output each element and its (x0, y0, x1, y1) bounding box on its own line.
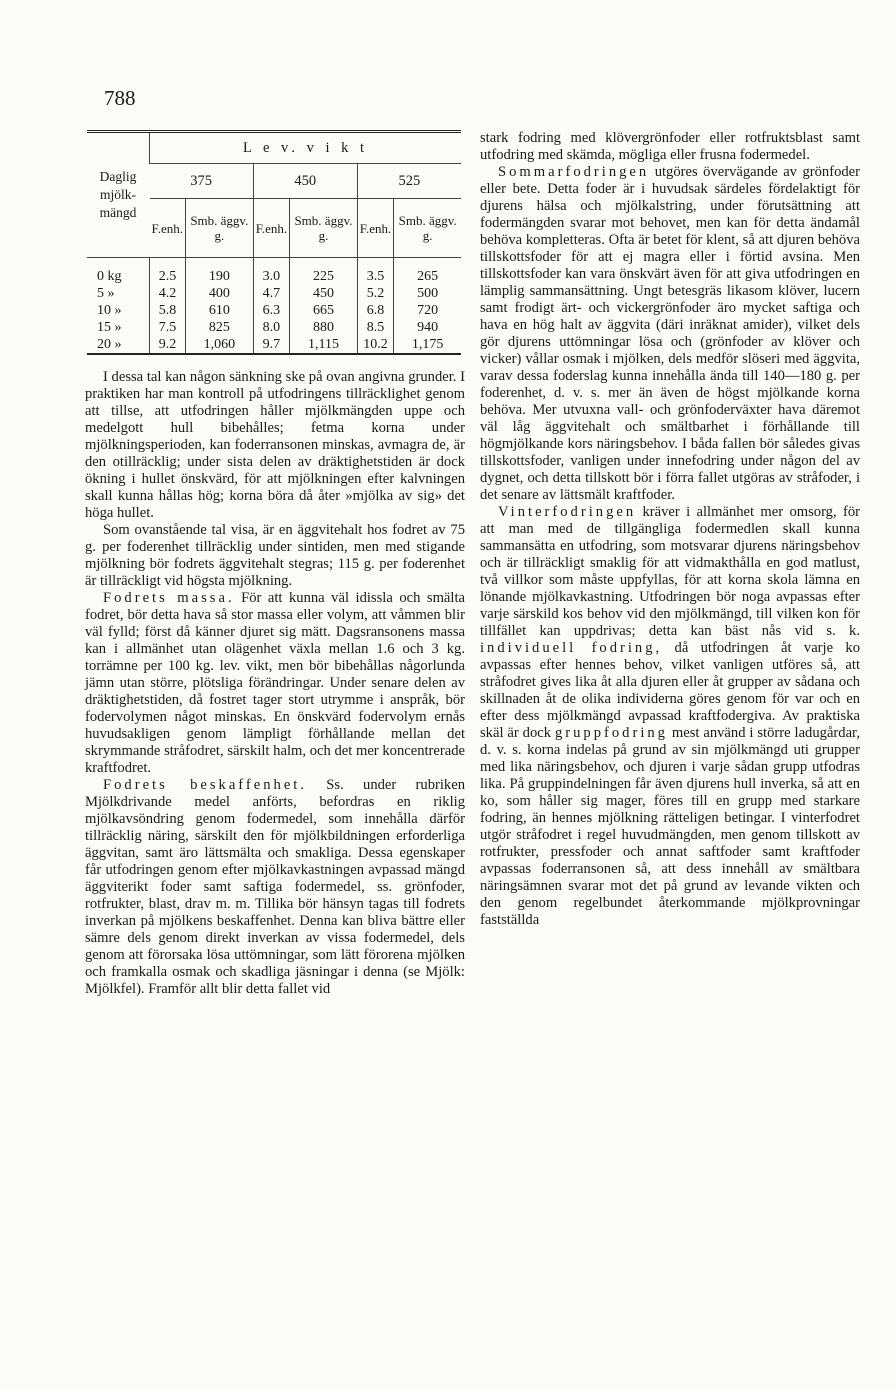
weight-header: 450 (253, 164, 357, 199)
table-row (87, 336, 461, 354)
table-cell: 7.5 (150, 319, 186, 336)
table-cell: 500 (394, 285, 461, 302)
right-column (480, 130, 860, 929)
table-cell: 8.5 (357, 319, 393, 336)
table-row (87, 268, 461, 285)
sub-header: Smb. äggv. g. (185, 199, 253, 258)
table-cell: 825 (185, 319, 253, 336)
row-header: Daglig mjölk- mängd (87, 132, 150, 258)
table-title: L e v. v i k t (150, 132, 462, 164)
table-row (87, 319, 461, 336)
paragraph: stark fodring med klövergrönfoder eller rotfruktsblast samt utfodring med skämda, mögliga eller frusna fodermedel. (480, 130, 860, 163)
table-cell: 450 (290, 285, 358, 302)
table-cell: 225 (290, 268, 358, 285)
table-row (87, 285, 461, 302)
paragraph (480, 164, 860, 504)
table-cell: 3.0 (253, 268, 289, 285)
sub-header: F.enh. (253, 199, 289, 258)
table-cell: 5.2 (357, 285, 393, 302)
table-cell: 665 (290, 302, 358, 319)
milk-cell: 15 » (97, 319, 122, 335)
weight-header: 375 (150, 164, 254, 199)
milk-cell: 0 kg (97, 268, 122, 284)
section-heading: Fodrets massa. (103, 590, 235, 606)
fodder-table (87, 130, 461, 355)
paragraph-text: utgöres övervägande av grönfoder eller bete. Detta foder är i huvudsak särdeles fördelaktigt för djurens hälsa och mjölkalstring, under förutsättning att fodermängden svarar mot behovet, men kan för detta ändamål behöva kompletteras. Ofta är betet för klent, så att djuren behöva tillskottsfoder för att ej magra eller i förtid avsina. Men tillskottsfoder kan vara önskvärt även för att giva utfodringen en lämplig sammansättning. Ungt betesgräs likasom klöver, lucern samt frodigt ärt- och vickergrönfoder äro mycket saftiga och hava en hög halt av äggvita (däri inräknat amider), vilket dels gör djurens uttömningar lösa och (grönfoder av klöver och vicker) vållar osmak i mjölken, dels medför slöseri med äggvita, varav dessa foderslag kunna innehålla ända till 140—180 g. per foderenhet, d. v. s. mer än även de högst mjölkande korna behöva. Mer utvuxna vall- och grönfoderväxter hava däremot väl låg äggvitehalt och smältbarhet i förhållande till högmjölkande kors näringsbehov. I båda fallen bör således givas tillskottsfoder, vanligen under innefodring under någon del av dygnet, och detta tillskott bör i förra fallet utgöras av stråfoder, i det senare av lättsmält kraftfoder. (480, 164, 860, 503)
table-cell: 1,115 (290, 336, 358, 354)
table-cell: 940 (394, 319, 461, 336)
paragraph-text: Ss. under rubriken Mjölkdrivande medel anförts, befordras en riklig mjölkavsöndring genom fodermedel, som innehålla därför tillräcklig näring, särskilt den för mjölkbildningen erforderliga äggvitan, samt äro lättsmälta och smakliga. Dessa egenskaper får utfodringen genom efter mjölkavkastningen avpassad mängd äggviterikt foder samt saftiga fodermedel, ss. grönfoder, rotfrukter, blast, drav m. m. Tillika bör hänsyn tagas till fodrets inverkan på mjölkens beskaffenhet. Denna kan bliva bättre eller sämre dels genom direkt inverkan av vissa fodermedel, dels genom att förorsaka lösa uttömningar, som lätt förorena mjölken och framkalla osmak och skadliga jäsningar i denna (se Mjölk: Mjölkfel). Framför allt blir detta fallet vid (85, 777, 465, 997)
table-cell: 1,175 (394, 336, 461, 354)
paragraph-text: kräver i allmänhet mer omsorg, för att man med de tillgängliga fodermedlen skall kunna sammansätta en utfodring, som motsvarar djurens näringsbehov och är tillräckligt smaklig för att vidmakthålla en god matlust, två villkor som måste uppfyllas, för att korna skola lämna en lönande mjölkavkastning. Utfodringen bör noga avpassas efter varje särskild kos behov vid den mjölkmängd, till vilken kon för tillfället kan uppdrivas; detta kan bäst nås vid s. k. (480, 504, 860, 639)
paragraph (85, 777, 465, 998)
table-cell: 3.5 (357, 268, 393, 285)
table-cell: 190 (185, 268, 253, 285)
table-cell: 1,060 (185, 336, 253, 354)
table-cell: 10.2 (357, 336, 393, 354)
sub-header: F.enh. (357, 199, 393, 258)
left-column (85, 130, 465, 998)
table-cell: 5.8 (150, 302, 186, 319)
table-cell: 4.7 (253, 285, 289, 302)
weight-header: 525 (357, 164, 461, 199)
sub-header: Smb. äggv. g. (394, 199, 461, 258)
table-cell: 720 (394, 302, 461, 319)
section-heading: Vinterfodringen (498, 504, 637, 520)
paragraph-text: För att kunna väl idissla och smälta fodret, bör detta hava så stor massa eller volym, att våmmen blir väl fylld; först då känner djuret sig mätt. Dagsransonens massa kan i allmänhet utan olägenhet växla mellan 1.6 och 3 kg. torrämne per 100 kg. lev. vikt, men bör bibehållas någorlunda jämn utan större, plötsliga förändringar. Under senare delen av dräktighetstiden, då fostret tager stort utrymme i anspråk, bör fodervolymen något minskas. En önskvärd fodervolym ernås huvudsakligen genom lämpligt förhållande mellan det skrymmande stråfodret, särskilt halm, och det mer koncentrerade kraftfodret. (85, 590, 465, 776)
milk-cell: 5 » (97, 285, 115, 301)
paragraph (480, 504, 860, 929)
page-number: 788 (104, 86, 136, 110)
table-cell: 6.3 (253, 302, 289, 319)
paragraph: I dessa tal kan någon sänkning ske på ovan angivna grunder. I praktiken har man kontroll på utfodringens tillräcklighet genom att tillse, att utfodringen håller mjölkmängden uppe och medelgott hull bibehålles; fetma korna under mjölkningsperioden, kan foderransonen minskas, avmagra de, är den otillräcklig; under sista delen av dräktighetstiden är dock ökning i hullet önskvärd, för att mjölkningen efter kalvningen skall kunna hållas hög; korna böra då åter »mjölka av sig» det höga hullet. (85, 369, 465, 521)
table-cell: 9.7 (253, 336, 289, 354)
paragraph: Som ovanstående tal visa, är en äggvitehalt hos fodret av 75 g. per foderenhet tillräcklig under sintiden, men med stigande mjölkning bör fodrets äggvitehalt stegras; 115 g. per foderenhet är tillräckligt vid högsta mjölkning. (85, 522, 465, 589)
table-cell: 9.2 (150, 336, 186, 354)
section-heading: Sommarfodringen (498, 164, 650, 180)
table-cell: 8.0 (253, 319, 289, 336)
table-cell: 2.5 (150, 268, 186, 285)
table-cell: 4.2 (150, 285, 186, 302)
milk-cell: 20 » (87, 336, 150, 354)
milk-cell: 10 » (97, 302, 122, 318)
table-cell: 880 (290, 319, 358, 336)
emphasized-term: individuell fodring, (480, 640, 663, 656)
sub-header: F.enh. (150, 199, 186, 258)
table-cell: 6.8 (357, 302, 393, 319)
paragraph-text: då utfodringen åt varje ko avpassas efter hennes behov, vilket vanligen utföres så, att stråfodret gives lika åt alla djuren eller åt grupper av sådana och skillnaden åt de olika individerna göres genom för var och en efter dess mjölkmängd avpassad kraftfodergiva. Av praktiska skäl är dock (480, 640, 860, 741)
paragraph (85, 590, 465, 777)
emphasized-term: gruppfodring (554, 725, 668, 741)
paragraph-text: mest använd i större ladugårdar, d. v. s. korna indelas på grund av sin mjölkmängd uti grupper med lika näringsbehov, och djuren i varje sådan grupp utfodras lika. På gruppindelningen får även djurens hull inverka, så att en ko, som håller sig mager, föres till en grupp med starkare fodring, än hennes mjölkning rätteligen betingar. I vinterfodret utgör stråfodret i regel huvudmängden, men genom tillskott av rotfrukter, pressfoder och annat saftfoder samt kraftfoder avpassas foderransonen så, att dess innehåll av smältbara näringsämnen svarar mot det på grund av levande vikten och den genom regelbundet återkommande mjölkprovningar fastställda (480, 725, 860, 928)
sub-header: Smb. äggv. g. (290, 199, 358, 258)
table-row (87, 302, 461, 319)
table-cell: 265 (394, 268, 461, 285)
table-cell: 610 (185, 302, 253, 319)
section-heading: Fodrets beskaffenhet. (103, 777, 308, 793)
table-cell: 400 (185, 285, 253, 302)
